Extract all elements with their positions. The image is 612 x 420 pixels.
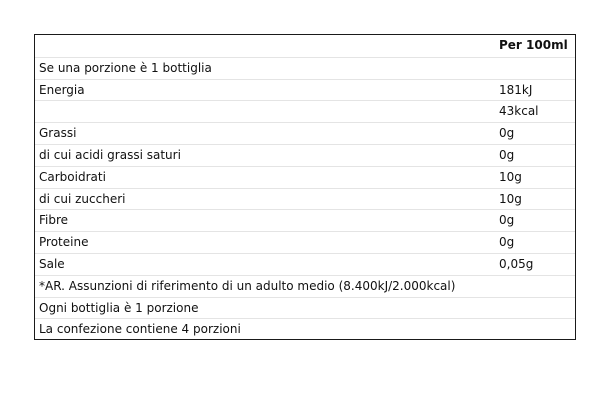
row-label: Proteine [39, 235, 89, 250]
row-label: Grassi [39, 126, 77, 141]
table-row [35, 144, 575, 167]
table-row [35, 318, 575, 341]
row-label: Carboidrati [39, 169, 106, 184]
row-value: 0g [499, 126, 515, 141]
row-label: Ogni bottiglia è 1 porzione [39, 300, 199, 315]
table-row [35, 253, 575, 276]
row-label: Sale [39, 257, 65, 271]
table-row [35, 209, 575, 232]
table-row [35, 275, 575, 298]
table-header-row [35, 35, 575, 57]
row-value: 181kJ [499, 82, 533, 97]
row-value: 0g [499, 213, 515, 228]
table-row [35, 79, 575, 102]
row-label: *AR. Assunzioni di riferimento di un adulto medio (8.400kJ/2.000kcal) [39, 278, 456, 293]
row-label: Se una porzione è 1 bottiglia [39, 60, 212, 75]
table-row [35, 166, 575, 189]
table-row [35, 231, 575, 254]
row-value: 43kcal [499, 104, 539, 119]
table-row [35, 100, 575, 123]
row-label: di cui acidi grassi saturi [39, 148, 181, 162]
row-value: 10g [499, 191, 522, 206]
row-label: La confezione contiene 4 porzioni [39, 322, 241, 337]
row-value: 0g [499, 148, 515, 162]
row-label: Energia [39, 82, 85, 97]
row-label: di cui zuccheri [39, 191, 126, 206]
row-value: 0,05g [499, 257, 534, 271]
row-label: Fibre [39, 213, 69, 228]
table-row [35, 122, 575, 145]
table-row [35, 297, 575, 320]
row-value: 0g [499, 235, 515, 250]
header-per-100ml: Per 100ml [499, 38, 568, 52]
table-row [35, 188, 575, 211]
table-row [35, 57, 575, 80]
nutrition-table [34, 34, 576, 340]
row-value: 10g [499, 169, 522, 184]
